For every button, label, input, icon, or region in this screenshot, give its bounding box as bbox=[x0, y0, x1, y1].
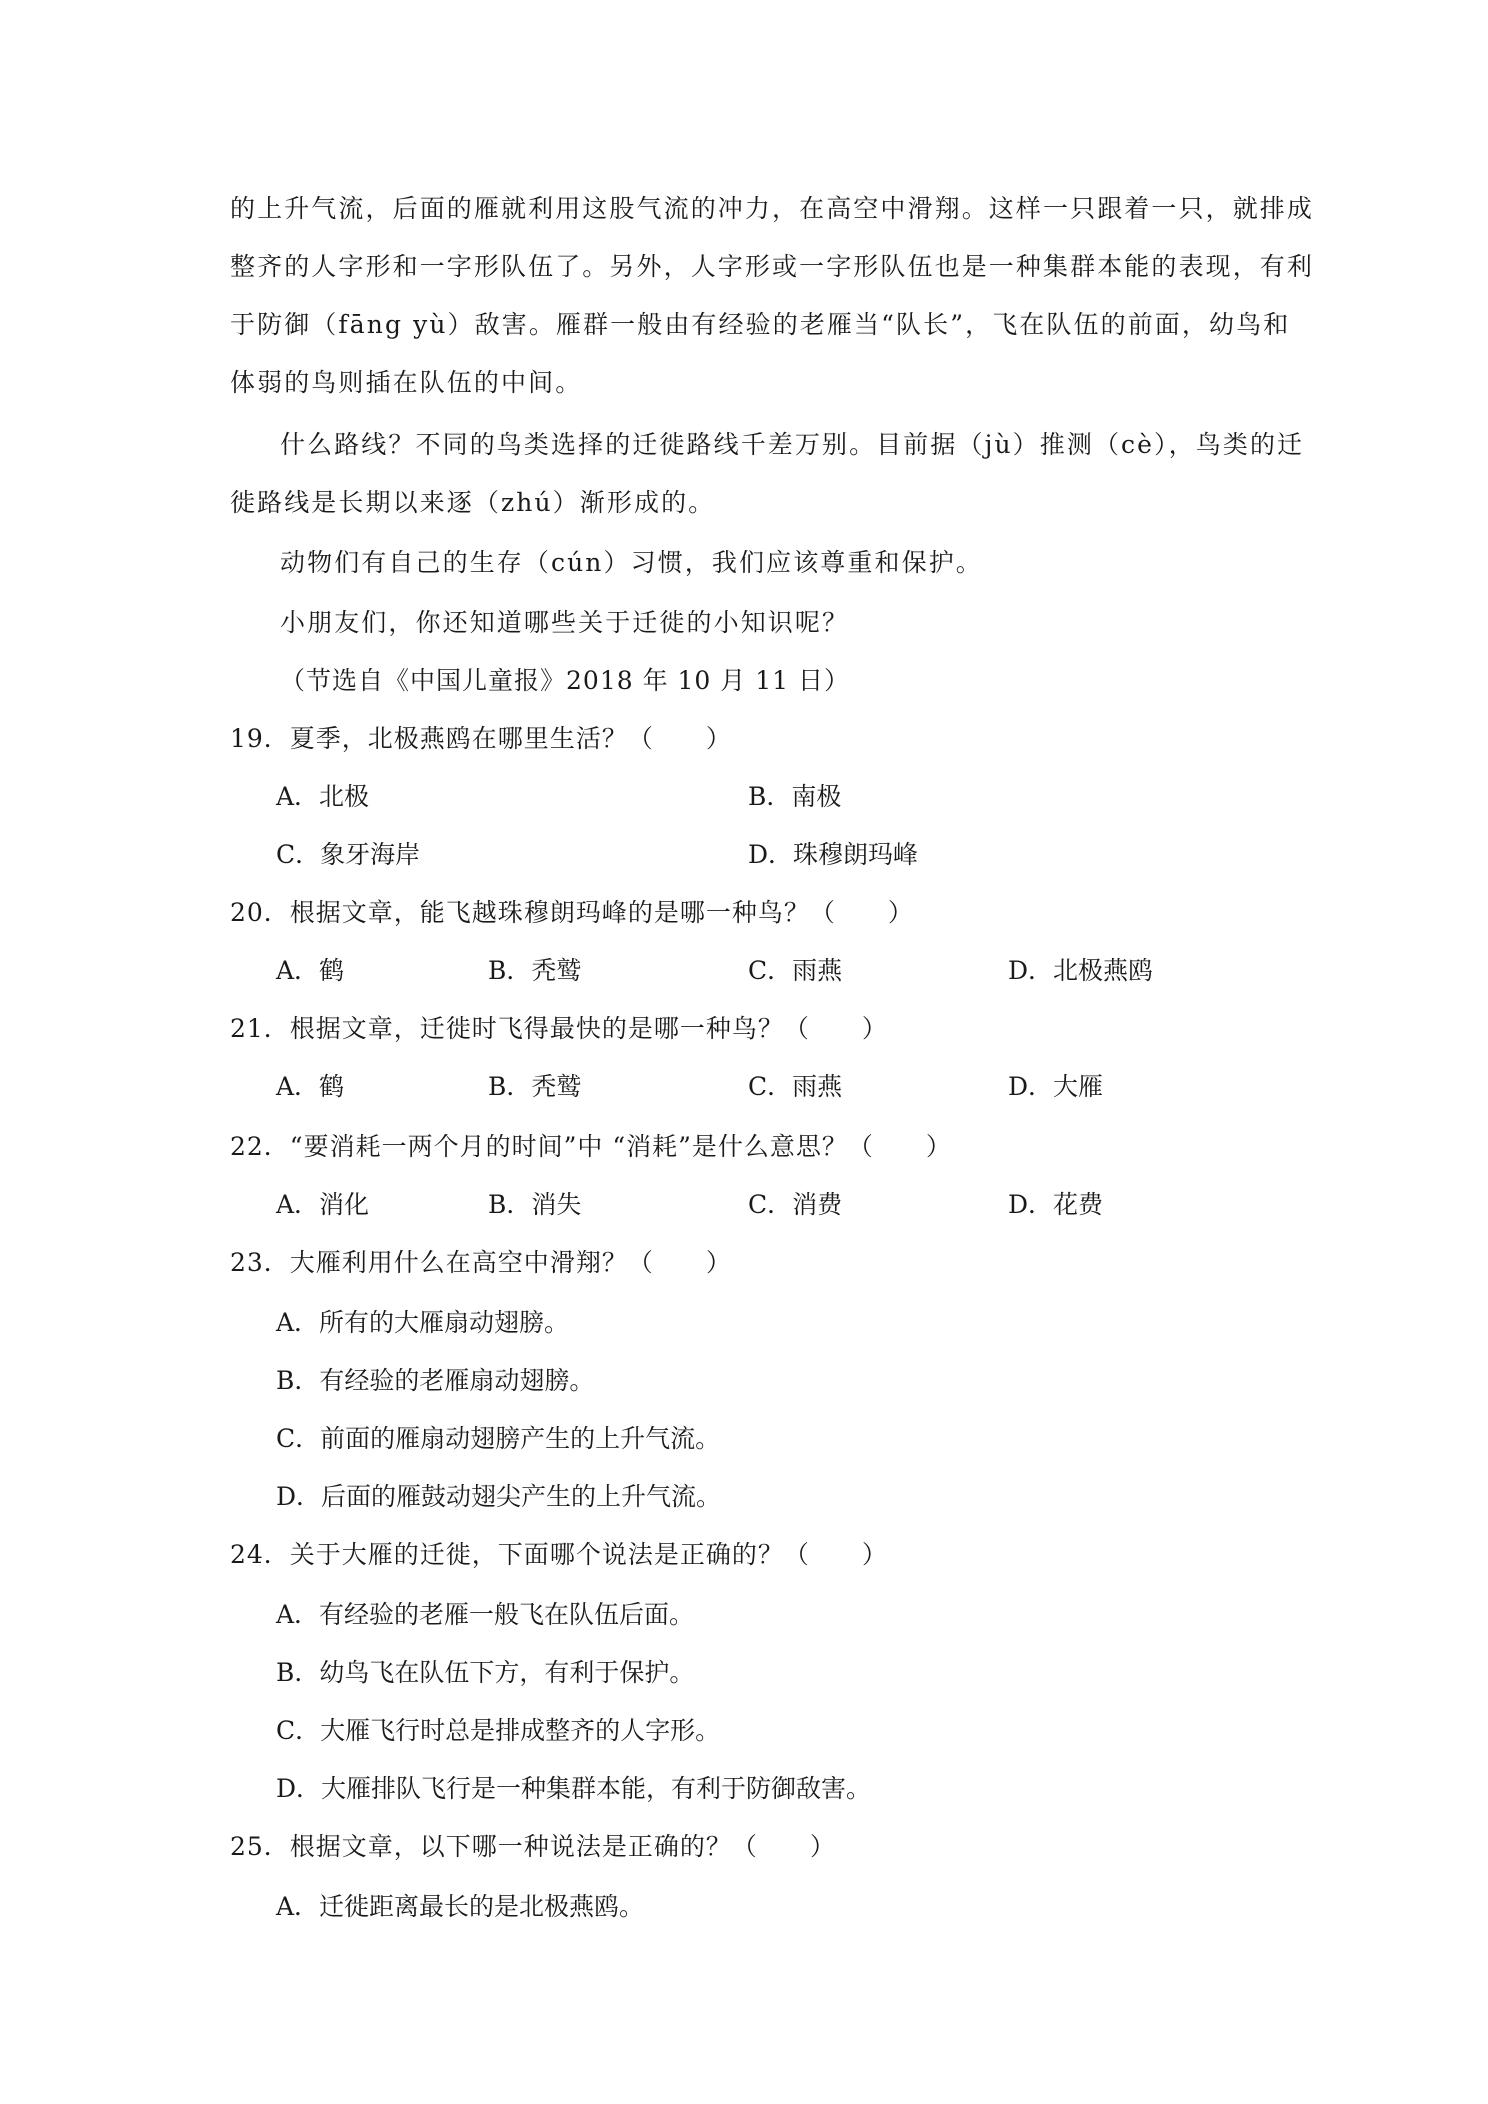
option-c[interactable]: C．雨燕 bbox=[748, 956, 843, 985]
passage-line: 徙路线是长期以来逐（zhú）渐形成的。 bbox=[230, 488, 716, 517]
passage-line: 动物们有自己的生存（cún）习惯，我们应该尊重和保护。 bbox=[280, 548, 983, 577]
passage-line: 体弱的鸟则插在队伍的中间。 bbox=[230, 368, 583, 397]
question-stem: 19．夏季，北极燕鸥在哪里生活？（ ） bbox=[230, 724, 732, 753]
passage-line: 什么路线？不同的鸟类选择的迁徙路线千差万别。目前据（jù）推测（cè），鸟类的迁 bbox=[280, 430, 1305, 459]
question-stem: 22．“要消耗一两个月的时间”中 “消耗”是什么意思？（ ） bbox=[230, 1132, 952, 1161]
passage-line: 整齐的人字形和一字形队伍了。另外，人字形或一字形队伍也是一种集群本能的表现，有利 bbox=[230, 252, 1315, 281]
passage-line: 小朋友们，你还知道哪些关于迁徙的小知识呢？ bbox=[280, 608, 850, 637]
option-c[interactable]: C．雨燕 bbox=[748, 1072, 843, 1101]
option-b[interactable]: B．秃鹫 bbox=[488, 1072, 582, 1101]
option-a[interactable]: A．北极 bbox=[276, 782, 370, 811]
question-stem: 25．根据文章，以下哪一种说法是正确的？（ ） bbox=[230, 1832, 836, 1861]
question-stem: 24．关于大雁的迁徙，下面哪个说法是正确的？（ ） bbox=[230, 1540, 888, 1569]
option-d[interactable]: D．珠穆朗玛峰 bbox=[748, 840, 919, 869]
option-d[interactable]: D．北极燕鸥 bbox=[1008, 956, 1154, 985]
option-b[interactable]: B．秃鹫 bbox=[488, 956, 582, 985]
option-c[interactable]: C．象牙海岸 bbox=[276, 840, 421, 869]
option-d[interactable]: D．大雁 bbox=[1008, 1072, 1104, 1101]
option-c[interactable]: C．大雁飞行时总是排成整齐的人字形。 bbox=[276, 1716, 721, 1745]
option-a[interactable]: A．所有的大雁扇动翅膀。 bbox=[276, 1308, 570, 1337]
option-a[interactable]: A．迁徙距离最长的是北极燕鸥。 bbox=[276, 1892, 645, 1921]
option-d[interactable]: D．后面的雁鼓动翅尖产生的上升气流。 bbox=[276, 1482, 722, 1511]
question-stem: 20．根据文章，能飞越珠穆朗玛峰的是哪一种鸟？（ ） bbox=[230, 898, 914, 927]
passage-line: 的上升气流，后面的雁就利用这股气流的冲力，在高空中滑翔。这样一只跟着一只，就排成 bbox=[230, 194, 1315, 223]
option-d[interactable]: D．大雁排队飞行是一种集群本能，有利于防御敌害。 bbox=[276, 1774, 872, 1803]
passage-source: （节选自《中国儿童报》2018 年 10 月 11 日） bbox=[280, 666, 850, 695]
option-a[interactable]: A．消化 bbox=[276, 1190, 370, 1219]
option-b[interactable]: B．有经验的老雁扇动翅膀。 bbox=[276, 1366, 595, 1395]
question-stem: 23．大雁利用什么在高空中滑翔？（ ） bbox=[230, 1248, 732, 1277]
passage-line: 于防御（fāng yù）敌害。雁群一般由有经验的老雁当“队长”，飞在队伍的前面，幼鸟和 bbox=[230, 310, 1291, 339]
option-b[interactable]: B．南极 bbox=[748, 782, 842, 811]
option-a[interactable]: A．有经验的老雁一般飞在队伍后面。 bbox=[276, 1600, 695, 1629]
option-b[interactable]: B．消失 bbox=[488, 1190, 582, 1219]
option-a[interactable]: A．鹤 bbox=[276, 1072, 345, 1101]
question-stem: 21．根据文章，迁徙时飞得最快的是哪一种鸟？（ ） bbox=[230, 1014, 888, 1043]
option-c[interactable]: C．前面的雁扇动翅膀产生的上升气流。 bbox=[276, 1424, 721, 1453]
option-b[interactable]: B．幼鸟飞在队伍下方，有利于保护。 bbox=[276, 1658, 695, 1687]
option-d[interactable]: D．花费 bbox=[1008, 1190, 1104, 1219]
option-a[interactable]: A．鹤 bbox=[276, 956, 345, 985]
option-c[interactable]: C．消费 bbox=[748, 1190, 843, 1219]
